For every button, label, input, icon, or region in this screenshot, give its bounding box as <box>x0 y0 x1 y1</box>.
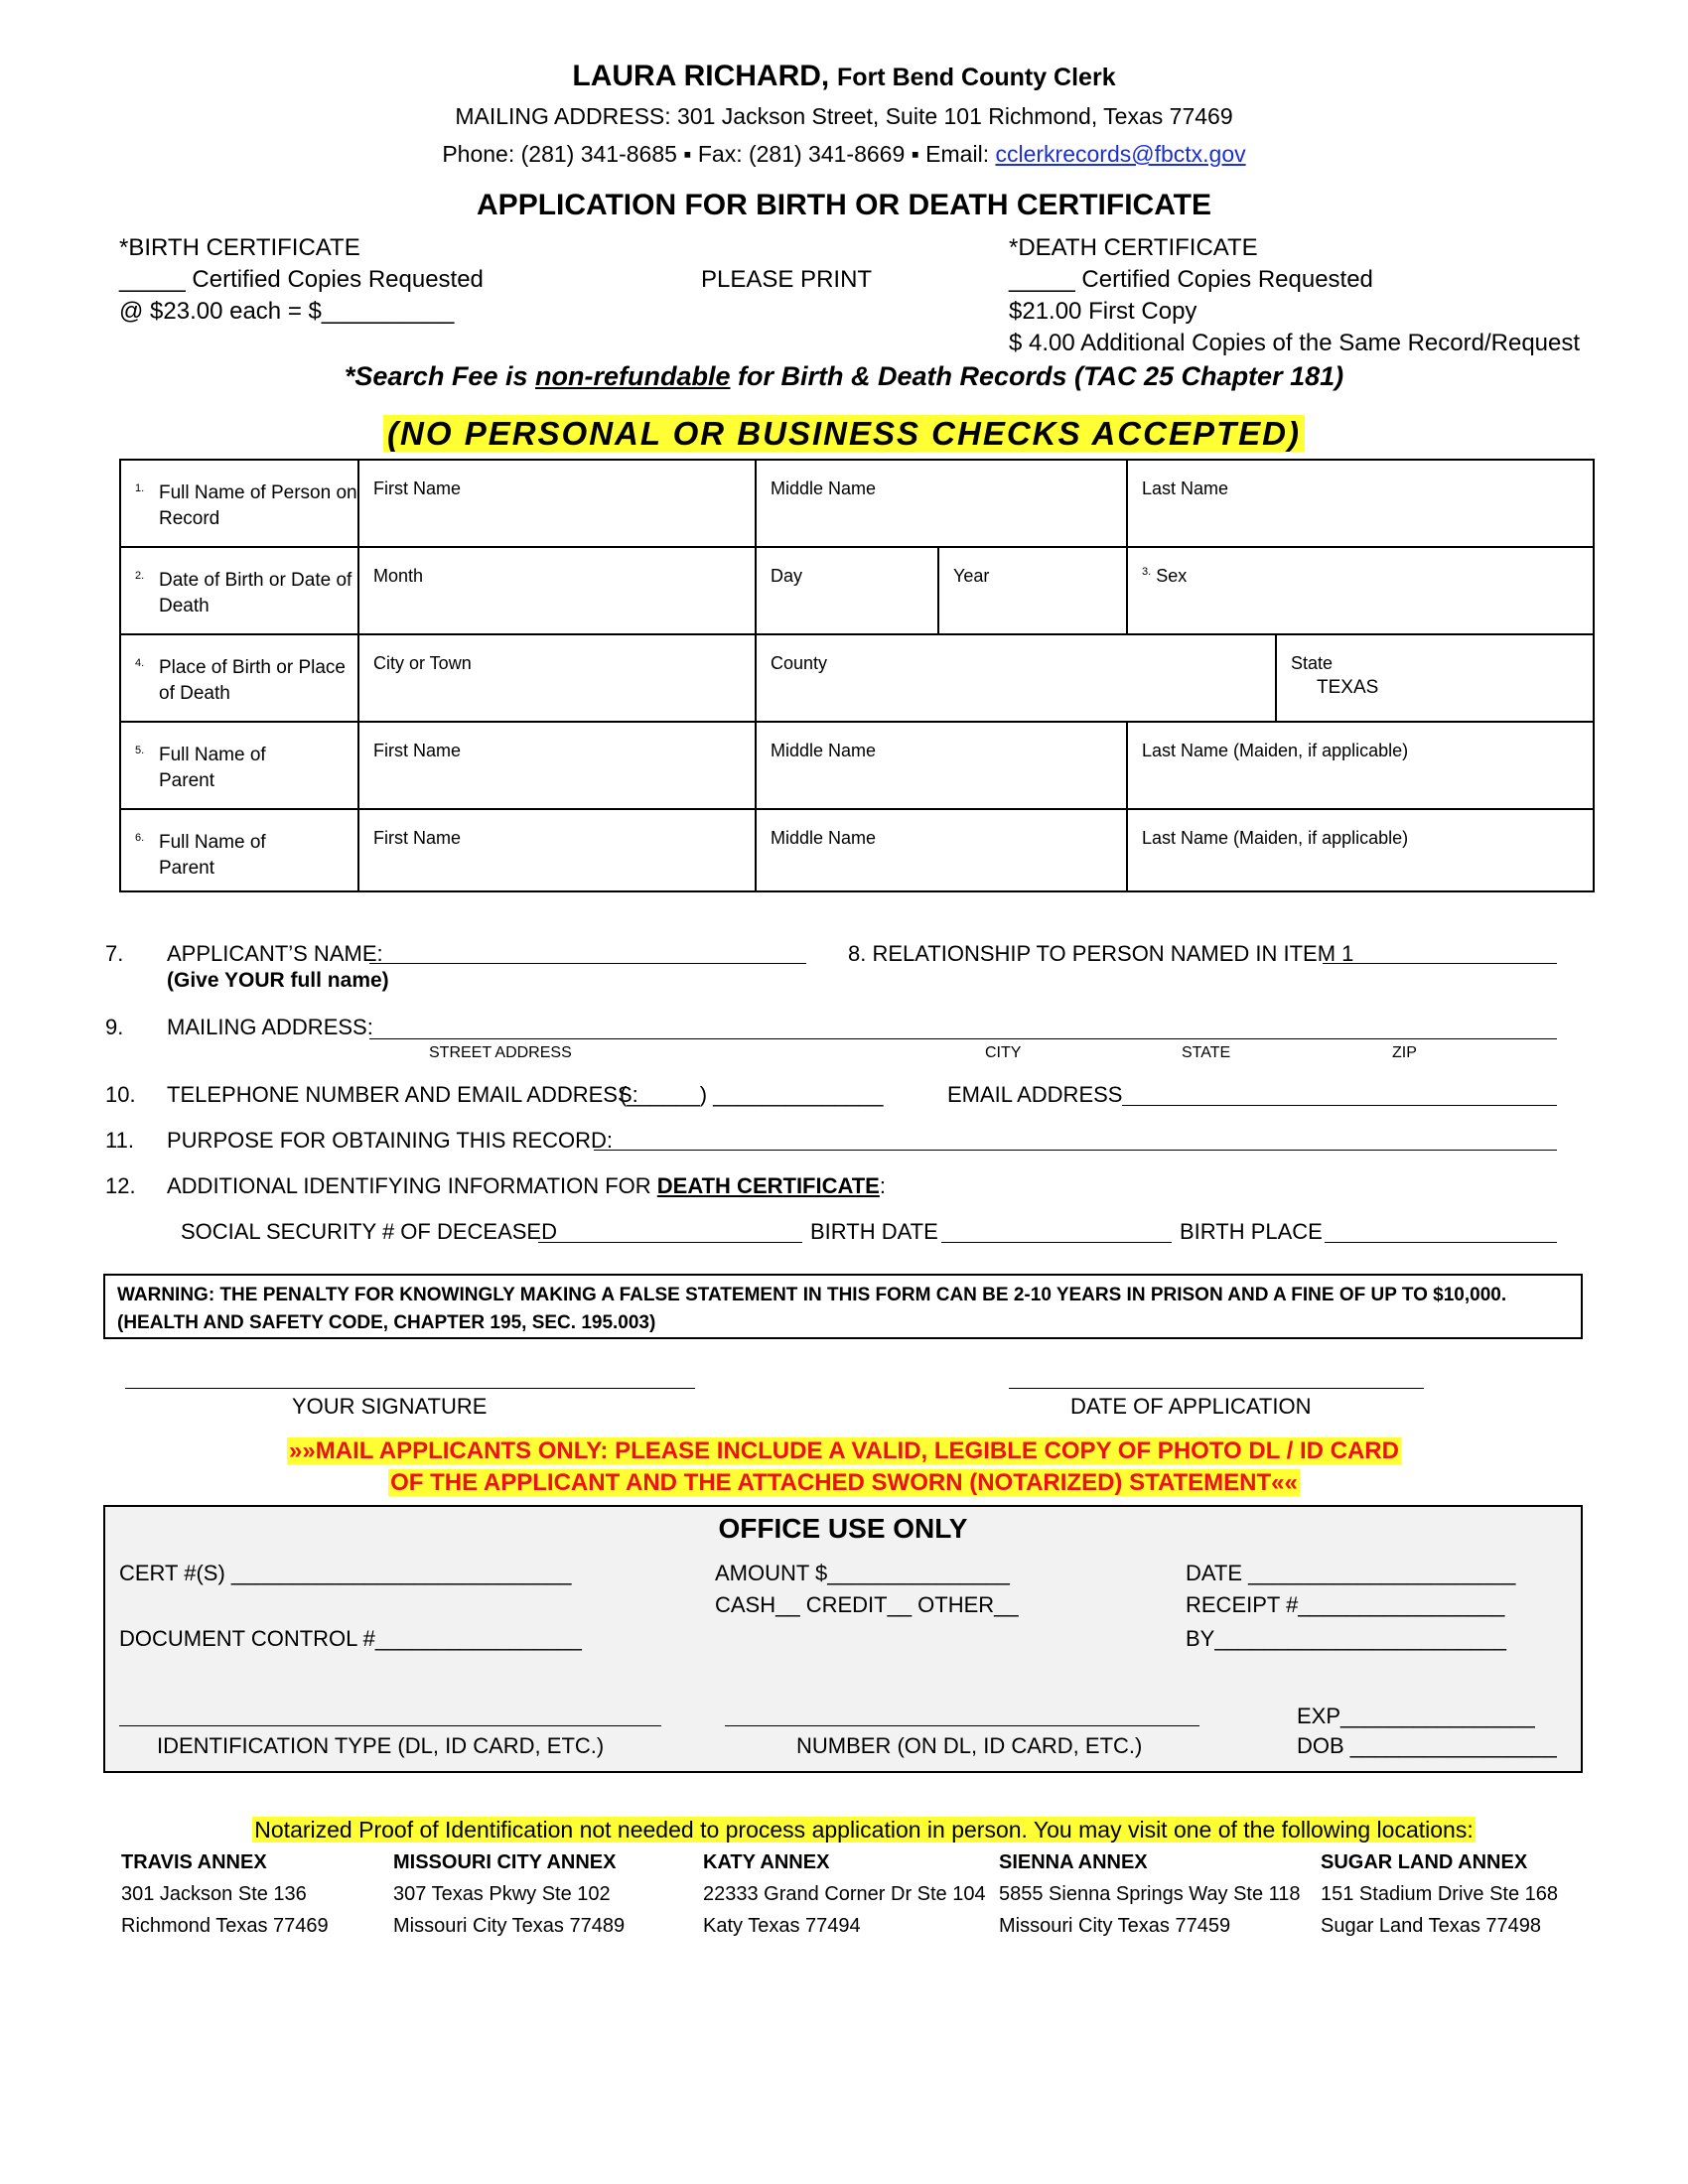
item-10-number: 10. <box>105 1082 136 1107</box>
cell-label: Last Name <box>1142 478 1229 498</box>
receipt-number-field[interactable]: RECEIPT #_________________ <box>1186 1592 1505 1617</box>
annex-katy <box>703 1846 986 1942</box>
row-label-cell <box>121 810 359 892</box>
parent2-last-name-cell[interactable] <box>1128 810 1593 892</box>
table-row <box>121 723 1593 810</box>
birth-date-field[interactable] <box>941 1242 1172 1243</box>
additional-info-death-cert: DEATH CERTIFICATE <box>656 1173 880 1198</box>
applicant-name-field[interactable] <box>369 963 806 964</box>
no-checks-banner <box>0 415 1688 453</box>
purpose-field[interactable] <box>594 1150 1557 1151</box>
clerk-name: LAURA RICHARD, <box>572 60 830 92</box>
birth-date-label: BIRTH DATE <box>810 1219 938 1244</box>
row-number: 1. <box>135 482 145 494</box>
email-address-label: EMAIL ADDRESS <box>947 1082 1123 1107</box>
first-name-cell[interactable] <box>359 461 757 548</box>
penalty-warning: WARNING: THE PENALTY FOR KNOWINGLY MAKING A FALSE STATEMENT IN THIS FORM CAN BE 2-10 YEARS IN PRISON AND A FINE OF UP TO $10,000. (HEALTH AND SAFETY CODE, CHAPTER 195, SEC. 195.003) <box>103 1274 1583 1339</box>
search-fee-notice <box>0 361 1688 392</box>
parent-first-name-cell[interactable] <box>359 723 757 810</box>
search-fee-underlined: non-refundable <box>535 361 731 391</box>
dob-field[interactable]: DOB _________________ <box>1297 1733 1557 1758</box>
search-fee-pre: *Search Fee is <box>344 361 535 391</box>
in-person-notice <box>119 1817 1609 1843</box>
sex-label: $^{3.}$ Sex <box>1142 566 1188 586</box>
relationship-label: 8. RELATIONSHIP TO PERSON NAMED IN ITEM 1 <box>848 941 1354 966</box>
phone-fax: Phone: (281) 341-8685 ▪ Fax: (281) 341-8669 ▪ Email: <box>442 141 990 167</box>
processed-by-field[interactable]: BY________________________ <box>1186 1626 1506 1651</box>
office-date-field[interactable]: DATE ______________________ <box>1186 1561 1516 1585</box>
cell-label: Year <box>953 566 990 586</box>
record-table <box>119 459 1595 892</box>
additional-info-pre: ADDITIONAL IDENTIFYING INFORMATION FOR <box>167 1173 657 1198</box>
ssn-field[interactable] <box>538 1242 802 1243</box>
day-cell[interactable] <box>757 548 939 635</box>
relationship-field[interactable] <box>1323 963 1557 964</box>
annex-travis <box>121 1846 329 1942</box>
zip-caption: ZIP <box>1392 1044 1417 1061</box>
death-title: *DEATH CERTIFICATE <box>1009 234 1258 261</box>
birth-title: *BIRTH CERTIFICATE <box>119 234 360 261</box>
row-label-cell <box>121 635 359 723</box>
annex-sienna <box>999 1846 1301 1942</box>
city-cell[interactable] <box>359 635 757 723</box>
annex-name: TRAVIS ANNEX <box>121 1851 267 1873</box>
birth-fee: @ $23.00 each = $__________ <box>119 298 455 325</box>
office-use-title: OFFICE USE ONLY <box>718 1513 968 1544</box>
id-type-label: IDENTIFICATION TYPE (DL, ID CARD, ETC.) <box>157 1733 605 1758</box>
cell-label: Middle Name <box>771 741 877 760</box>
annex-address-line1: 151 Stadium Drive Ste 168 <box>1321 1883 1559 1905</box>
row-label: Date of Birth or Date of Death <box>159 570 352 616</box>
clerk-title: Fort Bend County Clerk <box>837 64 1116 91</box>
mailing-address: MAILING ADDRESS: 301 Jackson Street, Suite 101 Richmond, Texas 77469 <box>455 103 1233 129</box>
in-person-notice-text: Notarized Proof of Identification not needed to process application in person. You may visit one of the following locations: <box>254 1817 1474 1843</box>
annex-address-line1: 5855 Sienna Springs Way Ste 118 <box>999 1883 1301 1905</box>
applicant-name-label: APPLICANT’S NAME: <box>167 941 383 966</box>
annex-address-line2: Katy Texas 77494 <box>703 1915 861 1937</box>
table-row <box>121 548 1593 635</box>
annex-name: MISSOURI CITY ANNEX <box>393 1851 617 1873</box>
death-first-copy: $21.00 First Copy <box>1009 298 1197 325</box>
item-7-number: 7. <box>105 941 124 966</box>
month-cell[interactable] <box>359 548 757 635</box>
item-11-number: 11. <box>105 1128 134 1153</box>
annex-address-line1: 22333 Grand Corner Dr Ste 104 <box>703 1883 986 1905</box>
additional-info-post: : <box>879 1173 886 1198</box>
birth-copies: _____ Certified Copies Requested <box>119 266 484 293</box>
sex-cell[interactable] <box>1128 548 1593 635</box>
cell-label: First Name <box>373 741 462 760</box>
ssn-label: SOCIAL SECURITY # OF DECEASED <box>181 1219 557 1244</box>
row-label-cell <box>121 461 359 548</box>
state-value: TEXAS <box>1317 677 1379 698</box>
mail-notice-line1 <box>0 1437 1688 1465</box>
form-title: APPLICATION FOR BIRTH OR DEATH CERTIFICATE <box>477 189 1211 221</box>
mail-notice-text-1: »»MAIL APPLICANTS ONLY: PLEASE INCLUDE A VALID, LEGIBLE COPY OF PHOTO DL / ID CARD <box>289 1437 1399 1464</box>
cell-label: First Name <box>373 478 462 498</box>
parent2-first-name-cell[interactable] <box>359 810 757 892</box>
birth-place-label: BIRTH PLACE <box>1180 1219 1323 1244</box>
clerk-header <box>0 60 1688 93</box>
birth-place-field[interactable] <box>1325 1242 1557 1243</box>
annex-name: SUGAR LAND ANNEX <box>1321 1851 1528 1873</box>
application-date-label: DATE OF APPLICATION <box>1070 1394 1312 1419</box>
annex-missouri-city <box>393 1846 625 1942</box>
death-additional: $ 4.00 Additional Copies of the Same Record/Request <box>1009 330 1581 356</box>
please-print: PLEASE PRINT <box>701 266 873 293</box>
state-caption: STATE <box>1182 1044 1231 1061</box>
purpose-label: PURPOSE FOR OBTAINING THIS RECORD: <box>167 1128 614 1153</box>
row-label-cell <box>121 548 359 635</box>
row-label-cell <box>121 723 359 810</box>
cell-label: State <box>1291 653 1334 673</box>
telephone-label: TELEPHONE NUMBER AND EMAIL ADDRESS: <box>167 1082 638 1107</box>
cell-label: Day <box>771 566 803 586</box>
applicant-name-hint: (Give YOUR full name) <box>167 969 389 992</box>
annex-address-line1: 301 Jackson Ste 136 <box>121 1883 307 1905</box>
annex-name: KATY ANNEX <box>703 1851 830 1873</box>
cell-label: Middle Name <box>771 478 877 498</box>
signature-label: YOUR SIGNATURE <box>292 1394 488 1419</box>
mail-notice-line2 <box>0 1469 1688 1497</box>
parent2-middle-name-cell[interactable] <box>757 810 1128 892</box>
contact-line <box>0 141 1688 168</box>
payment-type-field[interactable]: CASH__ CREDIT__ OTHER__ <box>715 1592 1019 1617</box>
signature-field[interactable] <box>125 1388 695 1389</box>
parent-middle-name-cell[interactable] <box>757 723 1128 810</box>
annex-name: SIENNA ANNEX <box>999 1851 1148 1873</box>
mailing-address-field[interactable] <box>369 1038 1557 1039</box>
cell-label: Last Name (Maiden, if applicable) <box>1142 828 1409 848</box>
city-caption: CITY <box>985 1044 1022 1061</box>
table-row <box>121 635 1593 723</box>
street-address-caption: STREET ADDRESS <box>429 1044 572 1061</box>
item-9-number: 9. <box>105 1015 124 1039</box>
email-address-field[interactable] <box>1122 1105 1557 1106</box>
table-row <box>121 461 1593 548</box>
death-copies: _____ Certified Copies Requested <box>1009 266 1373 293</box>
cell-label: Last Name (Maiden, if applicable) <box>1142 741 1409 760</box>
state-cell[interactable] <box>1277 635 1593 723</box>
last-name-cell[interactable] <box>1128 461 1593 548</box>
annex-address-line2: Missouri City Texas 77489 <box>393 1915 626 1937</box>
application-date-field[interactable] <box>1009 1388 1424 1389</box>
annex-address-line1: 307 Texas Pkwy Ste 102 <box>393 1883 611 1905</box>
row-number: 2. <box>135 570 145 582</box>
cell-label: Middle Name <box>771 828 877 848</box>
cert-number-field[interactable]: CERT #(S) ____________________________ <box>119 1561 572 1585</box>
mailing-address-label: MAILING ADDRESS: <box>167 1015 373 1039</box>
year-cell[interactable] <box>939 548 1128 635</box>
county-cell[interactable] <box>757 635 1277 723</box>
annex-address-line2: Richmond Texas 77469 <box>121 1915 329 1937</box>
row-label: Full Name of Parent <box>159 745 266 791</box>
search-fee-post: for Birth & Death Records (TAC 25 Chapter 181) <box>730 361 1344 391</box>
id-number-label: NUMBER (ON DL, ID CARD, ETC.) <box>796 1733 1143 1758</box>
cell-label: Month <box>373 566 424 586</box>
row-label: Full Name of Person on Record <box>159 482 357 529</box>
cell-label: County <box>771 653 828 673</box>
annex-address-line2: Sugar Land Texas 77498 <box>1321 1915 1542 1937</box>
id-type-field[interactable] <box>119 1725 661 1726</box>
telephone-field[interactable]: (______) ______________ <box>620 1082 884 1107</box>
annex-address-line2: Missouri City Texas 77459 <box>999 1915 1231 1937</box>
row-number: 4. <box>135 657 145 669</box>
parent-last-name-cell[interactable] <box>1128 723 1593 810</box>
item-12-number: 12. <box>105 1173 136 1198</box>
mail-notice-text-2: OF THE APPLICANT AND THE ATTACHED SWORN (NOTARIZED) STATEMENT«« <box>390 1469 1298 1496</box>
cell-label: City or Town <box>373 653 472 673</box>
row-label: Place of Birth or Place of Death <box>159 657 346 704</box>
row-number: 6. <box>135 832 145 844</box>
row-label: Full Name of Parent <box>159 832 266 879</box>
id-number-field[interactable] <box>725 1725 1199 1726</box>
exp-field[interactable]: EXP________________ <box>1297 1704 1535 1728</box>
table-row <box>121 810 1593 892</box>
row-number: 5. <box>135 745 145 756</box>
office-use-box <box>103 1505 1583 1773</box>
annex-sugar-land <box>1321 1846 1558 1942</box>
additional-info-label <box>167 1173 886 1199</box>
email-link[interactable]: cclerkrecords@fbctx.gov <box>995 141 1246 167</box>
no-checks-text: (NO PERSONAL OR BUSINESS CHECKS ACCEPTED) <box>383 415 1305 452</box>
middle-name-cell[interactable] <box>757 461 1128 548</box>
amount-field[interactable]: AMOUNT $_______________ <box>715 1561 1010 1585</box>
document-control-field[interactable]: DOCUMENT CONTROL #_________________ <box>119 1626 582 1651</box>
cell-label: First Name <box>373 828 462 848</box>
